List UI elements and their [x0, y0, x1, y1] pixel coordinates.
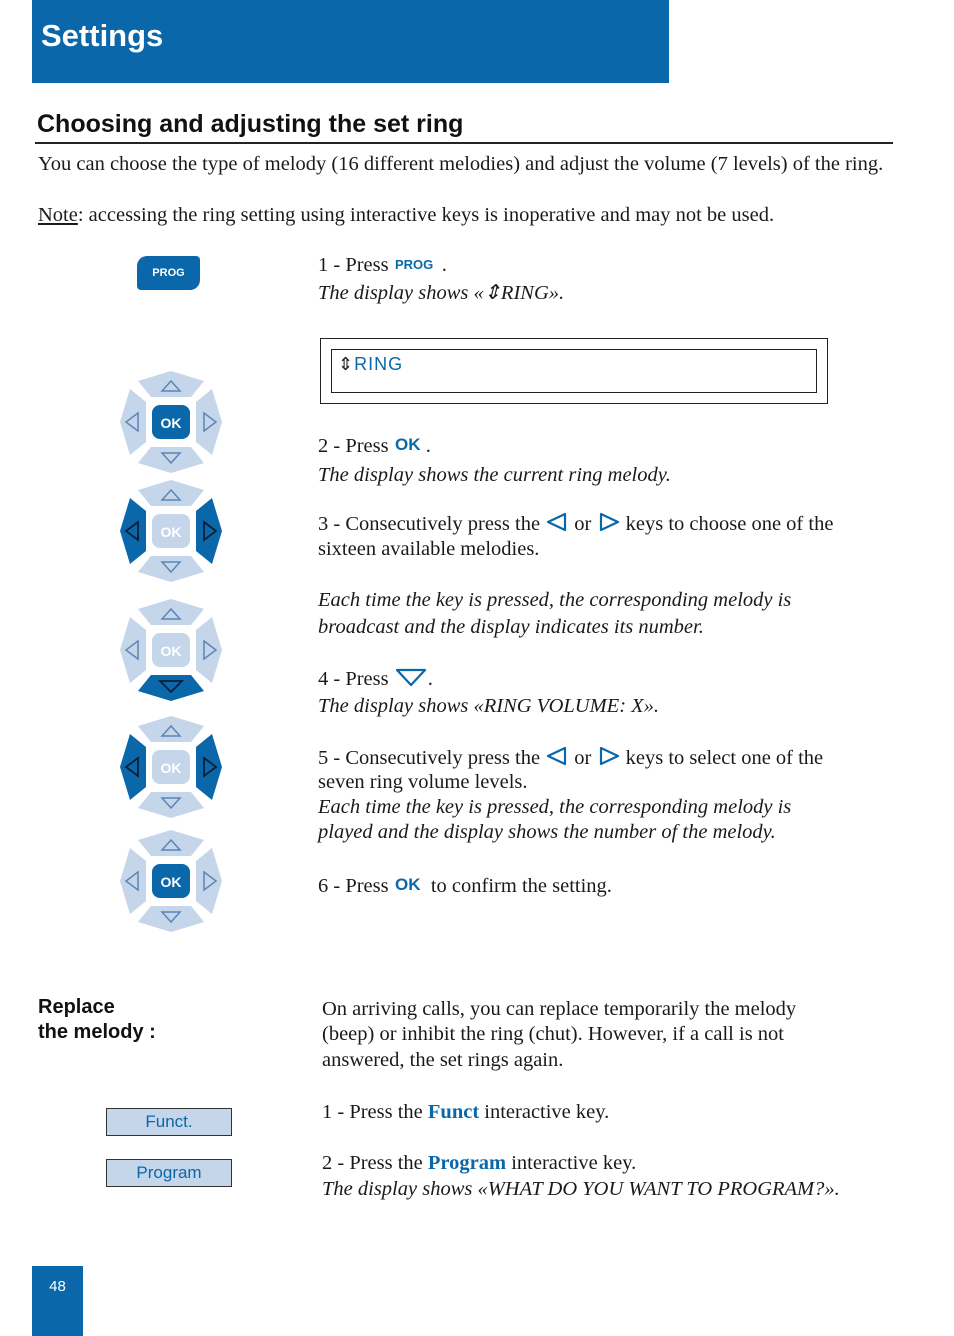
step-3-text: 3 - Consecutively press the: [318, 513, 546, 536]
section-divider: [35, 142, 893, 144]
phone-display: [320, 338, 828, 404]
step-3-post: keys to choose one of the: [620, 513, 834, 536]
replace-label-line1: Replace: [38, 996, 115, 1018]
funct-softkey: Funct.: [106, 1108, 232, 1136]
step-3-or: or: [569, 513, 597, 536]
right-key-icon: [597, 746, 621, 773]
step-4-text: 4 - Press: [318, 668, 394, 691]
step-5-note-2: played and the display shows the number of the melody.: [318, 821, 776, 843]
replace-step-1: [322, 1100, 609, 1125]
step-6-text: 6 - Press: [318, 875, 394, 897]
step-2-end: .: [425, 435, 431, 457]
step-1-result-pre: The display shows «: [318, 282, 484, 304]
prog-inline-icon: [394, 254, 442, 279]
funct-key-name: Funct: [427, 1101, 480, 1123]
replace-intro-1: On arriving calls, you can replace temporarily the melody: [322, 998, 797, 1020]
svg-text:OK: OK: [160, 643, 182, 659]
updown-arrow-icon: ⇕: [338, 354, 355, 374]
replace-step-2: [322, 1151, 636, 1176]
note-label: Note: [38, 204, 78, 226]
step-1-result-post: ».: [548, 282, 565, 304]
step-1-result-word: RING: [500, 282, 549, 304]
svg-text:OK: OK: [160, 524, 182, 540]
svg-text:OK: OK: [160, 415, 182, 431]
prog-key-label: PROG: [152, 267, 185, 279]
nav-pad-left-right-2: [116, 714, 226, 820]
replace-melody-label: [38, 995, 156, 1045]
note-paragraph: [38, 203, 898, 228]
step-3-note-2: broadcast and the display indicates its number.: [318, 616, 704, 638]
display-text: RING: [354, 354, 404, 374]
step-5-post: keys to select one of the: [620, 747, 824, 770]
right-key-icon: [597, 512, 621, 539]
step-6: [318, 874, 612, 900]
step-1-result: [318, 281, 564, 306]
updown-arrow-icon: ⇕: [483, 282, 501, 304]
replace-step-1-post: interactive key.: [479, 1101, 610, 1123]
nav-pad-ok-confirm: [116, 828, 226, 934]
nav-pad-down: [116, 597, 226, 703]
step-5: [318, 746, 908, 773]
svg-text:PROG: PROG: [394, 256, 434, 272]
prog-key: [137, 256, 200, 290]
program-softkey: Program: [106, 1159, 232, 1187]
replace-step-2-pre: 2 - Press the: [322, 1152, 428, 1174]
page-title: Settings: [41, 18, 164, 53]
replace-intro-2: (beep) or inhibit the ring (chut). However, if a call is not: [322, 1023, 784, 1045]
step-3-note-1: Each time the key is pressed, the corresponding melody is: [318, 589, 792, 611]
replace-label-line2: the melody :: [38, 1021, 156, 1043]
nav-pad-ok: [116, 369, 226, 475]
step-5-text: 5 - Consecutively press the: [318, 747, 546, 770]
step-1-text: 1 - Press: [318, 254, 394, 276]
phone-display-inner: [331, 349, 817, 393]
note-text: : accessing the ring setting using interactive keys is inoperative and may not be used.: [77, 204, 775, 226]
replace-step-1-pre: 1 - Press the: [322, 1101, 428, 1123]
step-5-note-1: Each time the key is pressed, the corresponding melody is: [318, 796, 792, 818]
step-2: [318, 434, 431, 460]
left-key-icon: [545, 746, 569, 773]
page-number: 48: [32, 1266, 83, 1336]
step-2-text: 2 - Press: [318, 435, 394, 457]
step-1: [318, 253, 447, 279]
program-key-name: Program: [427, 1152, 507, 1174]
step-3-line2: sixteen available melodies.: [318, 538, 540, 560]
step-4: [318, 667, 433, 694]
step-1-end: .: [441, 254, 447, 276]
step-2-result: The display shows the current ring melody.: [318, 464, 671, 486]
step-4-result: The display shows «RING VOLUME: X».: [318, 695, 660, 717]
svg-text:OK: OK: [160, 874, 182, 890]
left-key-icon: [545, 512, 569, 539]
replace-step-2-post: interactive key.: [506, 1152, 637, 1174]
step-5-line2: seven ring volume levels.: [318, 771, 528, 793]
down-key-icon: [394, 667, 428, 694]
display-line: [338, 354, 403, 375]
step-4-end: .: [427, 668, 433, 691]
svg-text:OK: OK: [394, 874, 421, 893]
step-5-or: or: [569, 747, 597, 770]
step-3: [318, 512, 898, 539]
section-title: Choosing and adjusting the set ring: [37, 110, 464, 138]
step-6-post: to confirm the setting.: [425, 875, 612, 897]
ok-key-icon: [394, 875, 426, 900]
intro-text: You can choose the type of melody (16 different melodies) and adjust the volume (7 levels) of the ring.: [38, 153, 884, 175]
svg-text:OK: OK: [160, 760, 182, 776]
ok-key-icon: [394, 435, 426, 460]
intro-paragraph: [38, 152, 898, 177]
svg-text:OK: OK: [394, 434, 421, 453]
replace-intro-3: answered, the set rings again.: [322, 1049, 564, 1071]
nav-pad-left-right: [116, 478, 226, 584]
replace-step-2-result: The display shows «WHAT DO YOU WANT TO PROGRAM?».: [322, 1178, 840, 1200]
